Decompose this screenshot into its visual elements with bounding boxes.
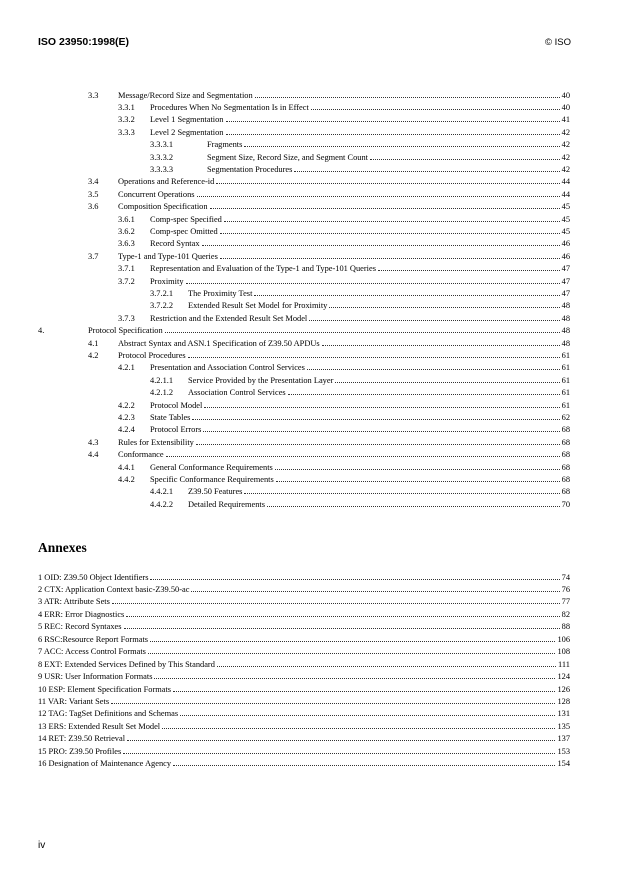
annex-entry[interactable] xyxy=(38,671,570,683)
toc-entry[interactable] xyxy=(0,412,619,424)
annex-entry[interactable] xyxy=(38,733,570,745)
toc-entry-number: 4.4.1 xyxy=(118,462,135,472)
dot-leader xyxy=(162,728,555,729)
toc-entry-number: 3.6.3 xyxy=(118,239,135,249)
dot-leader xyxy=(226,134,560,135)
annex-entry-title: 8 EXT: Extended Services Defined by This Standard xyxy=(38,659,215,669)
toc-entry-page: 42 xyxy=(561,164,570,174)
toc-entry[interactable] xyxy=(0,238,619,250)
annex-entry[interactable] xyxy=(38,572,570,584)
dot-leader xyxy=(188,357,560,358)
toc-entry-number: 3.3.3.1 xyxy=(150,140,174,150)
toc-entry-page: 45 xyxy=(561,226,570,236)
toc-entry[interactable] xyxy=(0,276,619,288)
toc-entry-title: Detailed Requirements xyxy=(188,499,265,509)
dot-leader xyxy=(254,295,559,296)
toc-entry-title: Proximity xyxy=(150,276,184,286)
dot-leader xyxy=(275,469,560,470)
dot-leader xyxy=(311,109,560,110)
toc-entry-title: Level 2 Segmentation xyxy=(150,127,224,137)
annex-entry-title: 11 VAR: Variant Sets xyxy=(38,697,110,706)
annex-entry[interactable] xyxy=(38,708,570,720)
toc-entry[interactable] xyxy=(0,288,619,300)
toc-entry[interactable] xyxy=(0,226,619,238)
annex-entry-title: 5 REC: Record Syntaxes xyxy=(38,622,122,632)
toc-entry-number: 4. xyxy=(38,326,45,336)
dot-leader xyxy=(202,245,560,246)
annex-entry-page: 128 xyxy=(557,697,570,706)
toc-entry-title: Rules for Extensibility xyxy=(118,437,194,447)
toc-entry[interactable] xyxy=(0,263,619,275)
dot-leader xyxy=(196,444,560,445)
dot-leader xyxy=(180,715,555,716)
toc-entry[interactable] xyxy=(0,251,619,263)
toc-entry[interactable] xyxy=(0,127,619,139)
toc-entry-title: Abstract Syntax and ASN.1 Specification of Z39.50 APDUs xyxy=(118,338,320,348)
toc-entry-page: 68 xyxy=(561,450,570,460)
toc-entry-number: 3.6 xyxy=(88,202,99,212)
toc-entry-title: Protocol Errors xyxy=(150,425,202,435)
annex-entry[interactable] xyxy=(38,646,570,658)
annex-entry-page: 76 xyxy=(561,584,570,594)
toc-entry-number: 4.4.2.1 xyxy=(150,487,174,497)
toc-entry-title: Service Provided by the Presentation Layer xyxy=(188,375,334,385)
dot-leader xyxy=(267,506,560,507)
annex-entry[interactable] xyxy=(38,634,570,646)
toc-entry[interactable] xyxy=(0,449,619,461)
toc-entry-number: 3.3.2 xyxy=(118,115,135,125)
toc-entry-page: 48 xyxy=(561,301,570,311)
toc-entry-page: 70 xyxy=(561,499,570,509)
annex-entry[interactable] xyxy=(38,684,570,696)
toc-entry[interactable] xyxy=(0,201,619,213)
dot-leader xyxy=(127,740,555,741)
dot-leader xyxy=(186,283,560,284)
toc-entry-title: Protocol Model xyxy=(150,400,203,410)
annex-entry-page: 77 xyxy=(561,597,570,607)
toc-entry[interactable] xyxy=(0,400,619,412)
annex-entry-page: 154 xyxy=(557,759,570,769)
annex-entry-title: 1 OID: Z39.50 Object Identifiers xyxy=(38,572,149,582)
dot-leader xyxy=(203,431,559,432)
annex-entry-title: 15 PRO: Z39.50 Profiles xyxy=(38,746,122,756)
toc-entry-page: 40 xyxy=(561,90,570,100)
toc-entry[interactable] xyxy=(0,152,619,164)
annex-entry-page: 111 xyxy=(558,659,570,669)
toc-entry[interactable] xyxy=(0,437,619,449)
dot-leader xyxy=(335,382,559,383)
dot-leader xyxy=(378,270,560,271)
annex-entry[interactable] xyxy=(38,596,570,608)
annex-entry[interactable] xyxy=(38,721,570,733)
toc-entry[interactable] xyxy=(0,139,619,151)
copyright-mark: © ISO xyxy=(544,37,571,48)
annex-entry[interactable] xyxy=(38,609,570,621)
dot-leader xyxy=(220,258,560,259)
dot-leader xyxy=(329,307,559,308)
annex-entry-title: 6 RSC:Resource Report Formats xyxy=(38,634,149,644)
document-id: ISO 23950:1998(E) xyxy=(38,36,130,48)
toc-entry[interactable] xyxy=(0,102,619,114)
toc-entry-page: 41 xyxy=(561,115,570,125)
annex-entry-title: 14 RET: Z39.50 Retrieval xyxy=(38,734,126,744)
toc-entry-number: 4.4 xyxy=(88,450,99,460)
dot-leader xyxy=(150,579,559,580)
toc-entry-page: 68 xyxy=(561,487,570,497)
toc-entry[interactable] xyxy=(0,325,619,337)
toc-entry-title: Protocol Specification xyxy=(88,326,163,336)
dot-leader xyxy=(244,493,559,494)
annex-entry-page: 153 xyxy=(557,746,570,756)
toc-entry-number: 4.4.2 xyxy=(118,474,135,484)
toc-entry-number: 3.3.1 xyxy=(118,102,135,112)
dot-leader xyxy=(276,481,560,482)
toc-entry-page: 61 xyxy=(561,375,570,385)
toc-entry-title: Type-1 and Type-101 Queries xyxy=(118,251,218,261)
toc-entry-number: 3.6.2 xyxy=(118,226,135,236)
toc-entry-title: Fragments xyxy=(207,140,243,150)
toc-entry-title: Segmentation Procedures xyxy=(207,164,293,174)
dot-leader xyxy=(309,320,559,321)
annex-entry-page: 108 xyxy=(557,647,570,657)
dot-leader xyxy=(217,666,556,667)
toc-entry-page: 42 xyxy=(561,127,570,137)
toc-entry-page: 42 xyxy=(561,140,570,150)
toc-entry-number: 4.2.3 xyxy=(118,412,135,422)
dot-leader xyxy=(210,208,560,209)
toc-entry-title: State Tables xyxy=(150,412,191,422)
dot-leader xyxy=(166,456,560,457)
annex-entry[interactable] xyxy=(38,621,570,633)
annex-entry[interactable] xyxy=(38,746,570,758)
annex-entry-page: 137 xyxy=(557,734,570,744)
toc-entry-number: 3.6.1 xyxy=(118,214,135,224)
dot-leader xyxy=(288,394,560,395)
toc-entry-page: 61 xyxy=(561,350,570,360)
dot-leader xyxy=(370,159,560,160)
toc-entry[interactable] xyxy=(0,189,619,201)
toc-entry-page: 44 xyxy=(561,189,570,199)
toc-entry[interactable] xyxy=(0,350,619,362)
annex-entry[interactable] xyxy=(38,584,570,596)
dot-leader xyxy=(204,407,559,408)
dot-leader xyxy=(255,97,560,98)
annex-entry[interactable] xyxy=(38,758,570,770)
dot-leader xyxy=(322,345,560,346)
annex-entry-title: 7 ACC: Access Control Formats xyxy=(38,647,146,657)
toc-entry-title: Extended Result Set Model for Proximity xyxy=(188,301,328,311)
annex-entry-title: 3 ATR: Attribute Sets xyxy=(38,597,110,607)
toc-entry-title: Message/Record Size and Segmentation xyxy=(118,90,253,100)
annex-entry-title: 13 ERS: Extended Result Set Model xyxy=(38,721,161,731)
toc-entry-page: 44 xyxy=(561,177,570,187)
toc-entry-title: Restriction and the Extended Result Set Model xyxy=(150,313,308,323)
toc-entry-title: Presentation and Association Control Services xyxy=(150,363,305,373)
toc-entry-number: 4.1 xyxy=(88,338,99,348)
toc-entry-number: 4.2.1 xyxy=(118,363,135,373)
toc-entry[interactable] xyxy=(0,214,619,226)
toc-entry[interactable] xyxy=(0,499,619,511)
toc-entry-title: Composition Specification xyxy=(118,202,208,212)
toc-entry-page: 42 xyxy=(561,152,570,162)
toc-entry-page: 61 xyxy=(561,363,570,373)
toc-entry[interactable] xyxy=(0,486,619,498)
annex-entry-title: 12 TAG: TagSet Definitions and Schemas xyxy=(38,709,179,719)
toc-entry[interactable] xyxy=(0,387,619,399)
toc-entry-page: 68 xyxy=(561,425,570,435)
dot-leader xyxy=(148,653,555,654)
toc-entry-number: 4.2.2 xyxy=(118,400,135,410)
annex-entry-title: 16 Designation of Maintenance Agency xyxy=(38,759,172,769)
toc-entry[interactable] xyxy=(0,462,619,474)
toc-entry-page: 68 xyxy=(561,474,570,484)
toc-entry-title: Operations and Reference-id xyxy=(118,177,215,187)
toc-entry-title: Concurrent Operations xyxy=(118,189,195,199)
annex-entry-page: 124 xyxy=(557,672,570,682)
annex-entry-page: 82 xyxy=(561,609,570,619)
toc-entry-page: 46 xyxy=(561,251,570,261)
toc-entry-page: 47 xyxy=(561,288,570,298)
toc-entry-number: 3.3.3 xyxy=(118,127,135,137)
toc-entry[interactable] xyxy=(0,424,619,436)
dot-leader xyxy=(197,196,560,197)
dot-leader xyxy=(220,233,560,234)
toc-entry-page: 45 xyxy=(561,202,570,212)
toc-entry-number: 4.2 xyxy=(88,350,99,360)
toc-entry-title: Level 1 Segmentation xyxy=(150,115,224,125)
toc-entry[interactable] xyxy=(0,474,619,486)
dot-leader xyxy=(111,703,555,704)
toc-entry-number: 3.7.2 xyxy=(118,276,135,286)
annexes-heading: Annexes xyxy=(38,540,87,555)
toc-entry-number: 4.3 xyxy=(88,437,99,447)
toc-entry-number: 3.7.2.2 xyxy=(150,301,174,311)
toc-entry-page: 62 xyxy=(561,412,570,422)
toc-entry-title: Protocol Procedures xyxy=(118,350,186,360)
toc-entry-page: 47 xyxy=(561,276,570,286)
toc-entry-page: 68 xyxy=(561,462,570,472)
toc-entry[interactable] xyxy=(0,90,619,102)
toc-entry[interactable] xyxy=(0,338,619,350)
toc-entry-number: 4.4.2.2 xyxy=(150,499,174,509)
toc-entry-title: Conformance xyxy=(118,450,164,460)
toc-entry-title: General Conformance Requirements xyxy=(150,462,273,472)
toc-entry-title: Procedures When No Segmentation Is in Effect xyxy=(150,102,309,112)
annex-entry[interactable] xyxy=(38,659,570,671)
toc-entry-title: Comp-spec Omitted xyxy=(150,226,218,236)
annex-entry-page: 126 xyxy=(557,684,570,694)
toc-entry-number: 3.7.2.1 xyxy=(150,288,174,298)
toc-entry-page: 45 xyxy=(561,214,570,224)
toc-entry-number: 3.4 xyxy=(88,177,99,187)
toc-entry-page: 47 xyxy=(561,264,570,274)
toc-entry-page: 40 xyxy=(561,102,570,112)
toc-entry-title: Record Syntax xyxy=(150,239,200,249)
annex-entry-page: 88 xyxy=(561,622,570,632)
toc-entry-page: 68 xyxy=(561,437,570,447)
toc-entry-number: 3.3.3.2 xyxy=(150,152,174,162)
toc-entry-title: Association Control Services xyxy=(188,388,286,398)
toc-entry-page: 61 xyxy=(561,400,570,410)
dot-leader xyxy=(216,183,559,184)
dot-leader xyxy=(150,641,555,642)
toc-entry-number: 3.7.1 xyxy=(118,264,135,274)
dot-leader xyxy=(226,121,560,122)
toc-entry[interactable] xyxy=(0,164,619,176)
toc-entry[interactable] xyxy=(0,114,619,126)
dot-leader xyxy=(126,616,559,617)
toc-entry-number: 4.2.4 xyxy=(118,425,135,435)
toc-entry-number: 3.3 xyxy=(88,90,99,100)
toc-entry-number: 3.5 xyxy=(88,189,99,199)
toc-entry-number: 3.7.3 xyxy=(118,313,135,323)
dot-leader xyxy=(165,332,560,333)
dot-leader xyxy=(124,628,560,629)
annex-entry-page: 135 xyxy=(557,721,570,731)
dot-leader xyxy=(191,591,559,592)
annex-entry-page: 131 xyxy=(557,709,570,719)
toc-entry-number: 4.2.1.1 xyxy=(150,375,174,385)
toc-entry[interactable] xyxy=(0,375,619,387)
dot-leader xyxy=(224,221,560,222)
toc-entry-page: 61 xyxy=(561,388,570,398)
toc-entry-page: 48 xyxy=(561,313,570,323)
toc-entry-title: Comp-spec Specified xyxy=(150,214,222,224)
toc-entry-title: Representation and Evaluation of the Type-1 and Type-101 Queries xyxy=(150,264,376,274)
dot-leader xyxy=(173,691,555,692)
dot-leader xyxy=(123,753,555,754)
dot-leader xyxy=(294,171,559,172)
toc-entry-page: 46 xyxy=(561,239,570,249)
annex-entry-page: 74 xyxy=(561,572,570,582)
annex-entry[interactable] xyxy=(38,696,570,708)
annex-entry-page: 106 xyxy=(557,634,570,644)
page-number: iv xyxy=(38,840,46,851)
toc-entry-page: 48 xyxy=(561,338,570,348)
toc-entry-title: Z39.50 Features xyxy=(188,487,243,497)
dot-leader xyxy=(173,765,555,766)
toc-entry-page: 48 xyxy=(561,326,570,336)
dot-leader xyxy=(112,603,560,604)
toc-entry[interactable] xyxy=(0,362,619,374)
dot-leader xyxy=(244,146,559,147)
annex-entry-title: 4 ERR: Error Diagnostics xyxy=(38,609,125,619)
toc-entry-number: 3.3.3.3 xyxy=(150,164,174,174)
dot-leader xyxy=(307,369,560,370)
toc-entry[interactable] xyxy=(0,176,619,188)
toc-entry-title: Specific Conformance Requirements xyxy=(150,474,274,484)
toc-entry-number: 3.7 xyxy=(88,251,99,261)
annex-entry-title: 2 CTX: Application Context basic-Z39.50-ac xyxy=(38,584,190,594)
annex-entry-title: 9 USR: User Information Formats xyxy=(38,672,153,682)
dot-leader xyxy=(154,678,555,679)
dot-leader xyxy=(192,419,559,420)
toc-entry-title: The Proximity Test xyxy=(188,288,253,298)
annex-entry-title: 10 ESP: Element Specification Formats xyxy=(38,684,172,694)
toc-entry-number: 4.2.1.2 xyxy=(150,388,174,398)
toc-entry[interactable] xyxy=(0,313,619,325)
toc-entry-title: Segment Size, Record Size, and Segment Count xyxy=(207,152,368,162)
toc-entry[interactable] xyxy=(0,300,619,312)
